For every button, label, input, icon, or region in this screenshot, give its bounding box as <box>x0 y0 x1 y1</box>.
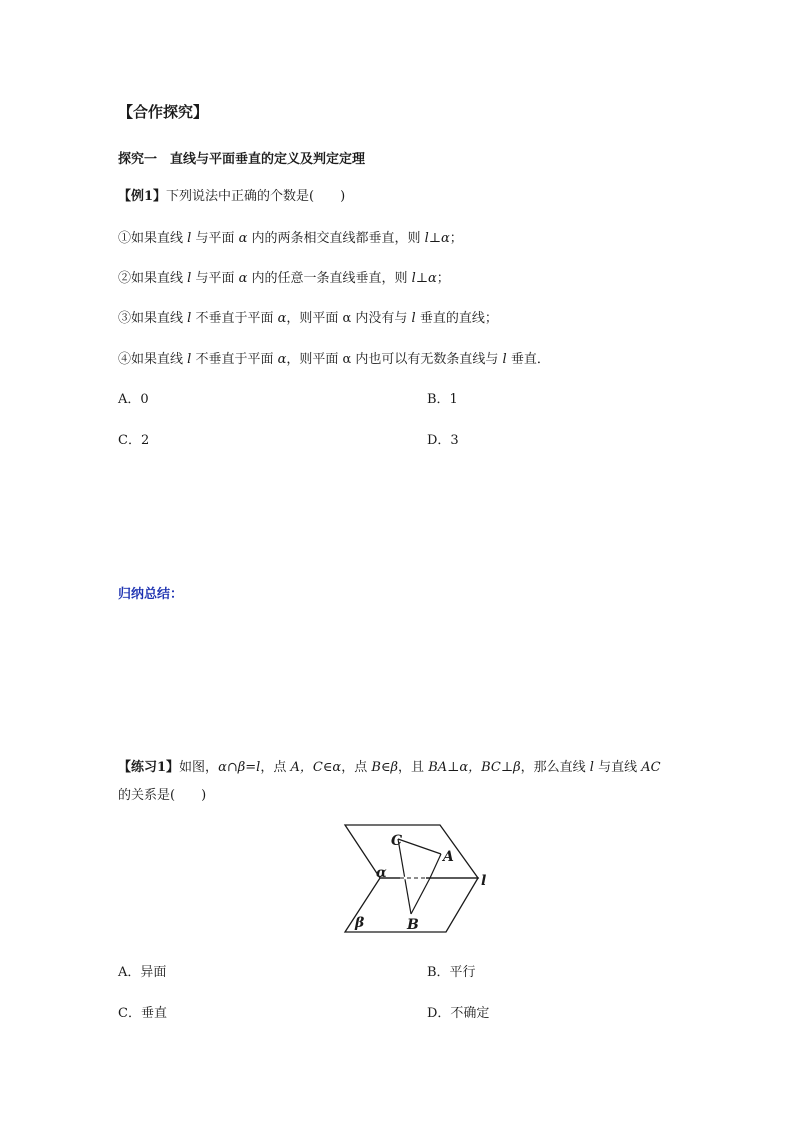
statement-1-pre: ①如果直线 <box>118 231 188 246</box>
exercise1-text-a: 如图， <box>179 760 219 775</box>
example1-label: 【例1】 <box>118 189 167 204</box>
statement-2-var: l <box>187 271 192 286</box>
exercise1-label: 【练习1】 <box>118 760 180 775</box>
statement-3-plane: α <box>277 311 287 326</box>
statement-3-conclusion: l <box>411 311 416 326</box>
statement-2-end: ； <box>436 271 450 286</box>
segment-cb <box>398 839 411 914</box>
exercise1-intersection: α∩β=l <box>218 760 261 775</box>
label-alpha: α <box>376 865 387 881</box>
plane-alpha <box>345 825 478 878</box>
statement-4-end: 垂直． <box>506 352 550 367</box>
exercise1-option-b: B．平行 <box>427 965 476 980</box>
statement-1-plane: α <box>238 231 248 246</box>
exercise1-point-b: B∈β <box>371 760 399 775</box>
exercise1-text-e: ，那么直线 <box>520 760 590 775</box>
exercise1-text-d: ，且 <box>398 760 429 775</box>
statement-2-mid: 与平面 <box>191 271 239 286</box>
section-title: 【合作探究】 <box>118 103 209 121</box>
statement-3-var: l <box>187 311 192 326</box>
statement-2-conclusion: l⊥α <box>411 271 437 286</box>
summary-label: 归纳总结： <box>118 587 184 602</box>
label-l: l <box>481 873 487 889</box>
statement-4-var: l <box>187 352 192 367</box>
statement-4-pre: ④如果直线 <box>118 352 188 367</box>
example1-option-c: C．2 <box>118 433 150 448</box>
statement-4-mid: 不垂直于平面 <box>191 352 278 367</box>
exercise1-line-l: l <box>589 760 594 775</box>
statement-3-end: 垂直的直线； <box>415 311 498 326</box>
label-beta: β <box>355 915 365 931</box>
statement-4-plane: α <box>277 352 287 367</box>
example1-option-b: B．1 <box>427 392 458 407</box>
label-b: B <box>407 917 419 933</box>
segment-ca <box>398 839 441 854</box>
exercise1-option-a: A．异面 <box>118 965 167 980</box>
exercise1-relations: BA⊥α，BC⊥β <box>428 760 521 775</box>
statement-2-plane: α <box>238 271 248 286</box>
statement-4 <box>118 348 550 367</box>
statement-4-conclusion: l <box>502 352 507 367</box>
statement-1 <box>118 227 463 246</box>
statement-1-mid2: 内的两条相交直线都垂直，则 <box>247 231 425 246</box>
planes-figure <box>340 823 500 939</box>
label-a: A <box>443 849 454 865</box>
statement-3 <box>118 307 498 326</box>
exercise1-line2: 的关系是( ) <box>118 788 207 803</box>
statement-3-pre: ③如果直线 <box>118 311 188 326</box>
example1-question <box>118 185 345 204</box>
topic-heading: 探究一 直线与平面垂直的定义及判定定理 <box>118 152 366 167</box>
exercise1-option-d: D．不确定 <box>427 1006 490 1021</box>
statement-4-mid2: ，则平面 α 内也可以有无数条直线与 <box>286 352 503 367</box>
segment-ab-upper <box>430 854 441 878</box>
example1-option-d: D．3 <box>427 433 459 448</box>
exercise1-line1 <box>118 756 661 775</box>
exercise1-text-c: ，点 <box>341 760 372 775</box>
example1-option-a: A．0 <box>118 392 149 407</box>
exercise1-points-ac: A，C∈α <box>290 760 342 775</box>
example1-question-text: 下列说法中正确的个数是( ) <box>166 189 346 204</box>
exercise1-text-b: ，点 <box>260 760 291 775</box>
exercise1-line-ac: AC <box>641 760 661 775</box>
segment-ab-lower <box>411 878 430 914</box>
statement-1-end: ； <box>449 231 463 246</box>
statement-1-var: l <box>187 231 192 246</box>
statement-2-mid2: 内的任意一条直线垂直，则 <box>247 271 412 286</box>
statement-2-pre: ②如果直线 <box>118 271 188 286</box>
statement-2 <box>118 267 450 286</box>
exercise1-option-c: C．垂直 <box>118 1006 167 1021</box>
label-c: C <box>391 833 403 849</box>
statement-1-conclusion: l⊥α <box>424 231 450 246</box>
statement-1-mid: 与平面 <box>191 231 239 246</box>
statement-3-mid: 不垂直于平面 <box>191 311 278 326</box>
statement-3-mid2: ，则平面 α 内没有与 <box>286 311 412 326</box>
exercise1-text-f: 与直线 <box>593 760 642 775</box>
